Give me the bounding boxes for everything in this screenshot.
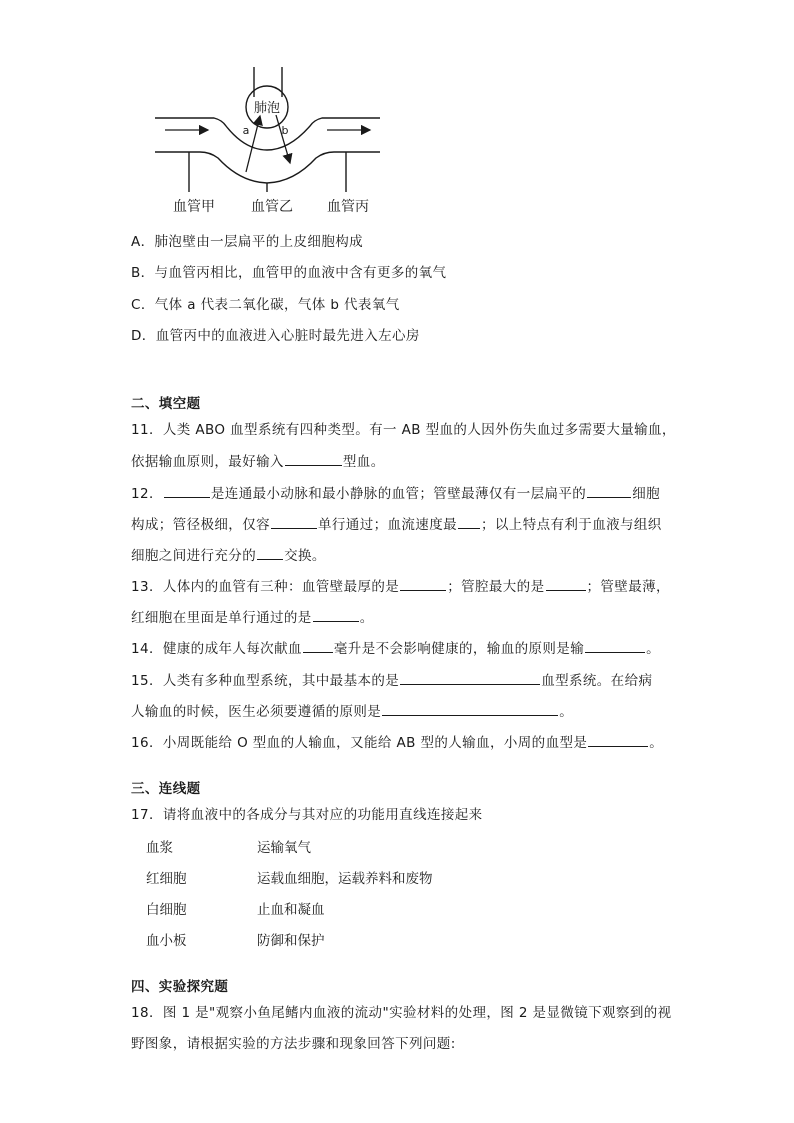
q15-text-c: 人输血的时候，医生必须要遵循的原则是 bbox=[131, 704, 382, 720]
gas-a-label: a bbox=[242, 124, 250, 137]
q12-blank-3[interactable] bbox=[271, 514, 317, 529]
option-d: D．血管丙中的血液进入心脏时最先进入左心房 bbox=[131, 328, 420, 344]
q14-text-b: 毫升是不会影响健康的，输血的原则是输 bbox=[333, 641, 585, 657]
option-b: B．与血管丙相比，血管甲的血液中含有更多的氧气 bbox=[131, 265, 447, 281]
q18-line1: 18．图 1 是"观察小鱼尾鳍内血液的流动"实验材料的处理，图 2 是显微镜下观察到的视 bbox=[131, 1005, 672, 1021]
q16-blank[interactable] bbox=[588, 732, 648, 747]
q14-blank-1[interactable] bbox=[303, 638, 333, 653]
q14-text-a: 14．健康的成年人每次献血 bbox=[131, 641, 302, 657]
function-defense[interactable]: 防御和保护 bbox=[257, 933, 325, 949]
q12-text-d: 构成；管径极细，仅容 bbox=[131, 517, 270, 533]
q14-text-c: 。 bbox=[646, 641, 660, 657]
q12-text-c: 细胞 bbox=[632, 486, 661, 502]
q12-text-h: 交换。 bbox=[284, 548, 326, 564]
q12-text-g: 细胞之间进行充分的 bbox=[131, 548, 257, 564]
component-plasma[interactable]: 血浆 bbox=[146, 840, 173, 856]
q15-line2 bbox=[131, 701, 573, 722]
q16-text-b: 。 bbox=[649, 735, 664, 751]
alveolus-label: 肺泡 bbox=[253, 101, 281, 116]
q11-text-b: 型血。 bbox=[342, 454, 385, 470]
q12-blank-1[interactable] bbox=[164, 483, 210, 498]
function-carry-cells-nutrients[interactable]: 运载血细胞，运载养料和废物 bbox=[257, 871, 433, 887]
section-heading-fill-blank: 二、填空题 bbox=[131, 396, 201, 412]
vessel-jia-label: 血管甲 bbox=[173, 199, 215, 215]
q12-line1 bbox=[131, 483, 660, 504]
vessel-top-wall bbox=[155, 118, 380, 150]
q12-line2 bbox=[131, 514, 662, 535]
q14-blank-2[interactable] bbox=[585, 638, 645, 653]
component-platelet[interactable]: 血小板 bbox=[146, 933, 187, 949]
q11-blank[interactable] bbox=[285, 451, 342, 466]
q12-blank-4[interactable] bbox=[458, 514, 480, 529]
component-red-blood-cell[interactable]: 红细胞 bbox=[146, 871, 187, 887]
q12-blank-5[interactable] bbox=[257, 545, 283, 560]
q11-line1: 11．人类 ABO 血型系统有四种类型。有一 AB 型血的人因外伤失血过多需要大量输血， bbox=[131, 422, 676, 438]
q15-text-b: 血型系统。在给病 bbox=[541, 673, 653, 689]
gas-b-arrow bbox=[276, 115, 290, 163]
q12-blank-2[interactable] bbox=[587, 483, 631, 498]
q16-text-a: 16．小周既能给 O 型血的人输血，又能给 AB 型的人输血，小周的血型是 bbox=[131, 735, 588, 751]
q13-blank-1[interactable] bbox=[400, 576, 446, 591]
q13-line2 bbox=[131, 607, 374, 628]
q15-text-a: 15．人类有多种血型系统，其中最基本的是 bbox=[131, 673, 400, 689]
gas-b-label: b bbox=[281, 124, 289, 137]
section-heading-experiment: 四、实验探究题 bbox=[131, 979, 229, 995]
vessel-yi-label: 血管乙 bbox=[251, 199, 293, 215]
q13-text-b: ；管腔最大的是 bbox=[447, 579, 545, 595]
q12-text-b: 是连通最小动脉和最小静脉的血管；管壁最薄仅有一层扁平的 bbox=[210, 486, 587, 502]
q15-text-d: 。 bbox=[559, 704, 574, 720]
alveolus-diagram bbox=[0, 0, 794, 230]
q15-blank-2[interactable] bbox=[382, 701, 558, 716]
q15-blank-1[interactable] bbox=[400, 670, 540, 685]
q13-line1 bbox=[131, 576, 670, 597]
q14-line bbox=[131, 638, 660, 659]
q17-prompt: 17．请将血液中的各成分与其对应的功能用直线连接起来 bbox=[131, 807, 483, 823]
q13-text-d: 红细胞在里面是单行通过的是 bbox=[131, 610, 312, 626]
function-clotting[interactable]: 止血和凝血 bbox=[257, 902, 325, 918]
q11-line2 bbox=[131, 451, 385, 472]
q13-text-c: ；管壁最薄， bbox=[586, 579, 670, 595]
function-transport-oxygen[interactable]: 运输氧气 bbox=[257, 840, 311, 856]
option-c: C．气体 a 代表二氧化碳，气体 b 代表氧气 bbox=[131, 297, 400, 313]
q12-line3 bbox=[131, 545, 326, 566]
q12-text-a: 12． bbox=[131, 486, 163, 502]
section-heading-matching: 三、连线题 bbox=[131, 781, 201, 797]
q12-text-e: 单行通过；血流速度最 bbox=[318, 517, 457, 533]
q15-line1 bbox=[131, 670, 652, 691]
vessel-bing-label: 血管丙 bbox=[327, 199, 369, 215]
option-a: A．肺泡壁由一层扁平的上皮细胞构成 bbox=[131, 234, 364, 250]
q12-text-f: ；以上特点有利于血液与组织 bbox=[481, 517, 662, 533]
q13-text-e: 。 bbox=[359, 610, 374, 626]
q13-blank-3[interactable] bbox=[313, 607, 359, 622]
q13-blank-2[interactable] bbox=[546, 576, 586, 591]
component-white-blood-cell[interactable]: 白细胞 bbox=[146, 902, 187, 918]
q13-text-a: 13．人体内的血管有三种：血管壁最厚的是 bbox=[131, 579, 400, 595]
q18-line2: 野图象，请根据实验的方法步骤和现象回答下列问题: bbox=[131, 1036, 456, 1052]
q11-text-a: 依据输血原则，最好输入 bbox=[131, 454, 284, 470]
q16-line bbox=[131, 732, 663, 753]
